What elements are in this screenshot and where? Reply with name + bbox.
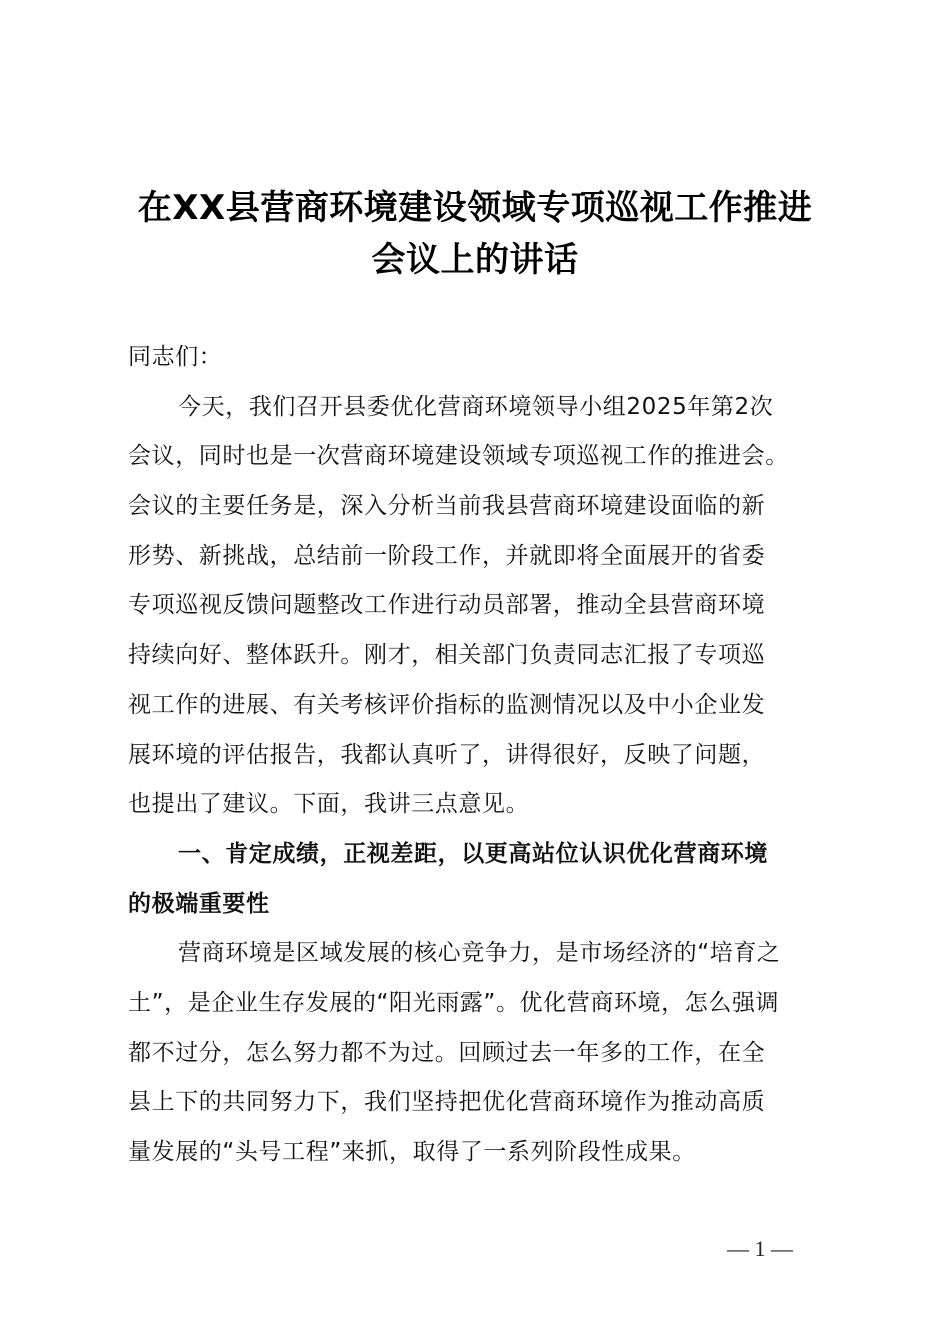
paragraph-line: 土”，是企业生存发展的“阳光雨露”。优化营商环境，怎么强调 [128,989,780,1016]
page-number: — 1 — [727,1236,793,1261]
paragraph-line: 展环境的评估报告，我都认真听了，讲得很好，反映了问题， [128,741,766,768]
section-heading-1 [128,830,840,929]
paragraph-section-1 [128,929,840,1177]
paragraph-line: 形势、新挑战，总结前一阶段工作，并就即将全面展开的省委 [128,542,766,569]
paragraph-line: 持续向好、整体跃升。刚才，相关部门负责同志汇报了专项巡 [128,642,766,669]
salutation: 同志们： [128,344,223,370]
paragraph-line: 量发展的“头号工程”来抓，取得了一系列阶段性成果。 [128,1139,696,1165]
paragraph-line: 今天，我们召开县委优化营商环境领导小组2025年第2次 [178,393,774,420]
paragraph-line: 也提出了建议。下面，我讲三点意见。 [128,791,530,818]
paragraph-line: 都不过分，怎么努力都不为过。回顾过去一年多的工作，在全 [128,1039,766,1066]
document-title [100,182,850,286]
heading-line: 的极端重要性 [128,890,270,917]
document-body [128,333,840,1178]
title-line-1: 在XX县营商环境建设领域专项巡视工作推进 [137,188,813,228]
paragraph-line: 营商环境是区域发展的核心竞争力，是市场经济的“培育之 [178,940,781,967]
paragraph-line: 县上下的共同努力下，我们坚持把优化营商环境作为推动高质 [128,1089,766,1116]
paragraph-line: 会议的主要任务是，深入分析当前我县营商环境建设面临的新 [128,493,766,520]
paragraph-line: 视工作的进展、有关考核评价指标的监测情况以及中小企业发 [128,691,766,718]
heading-line: 一、肯定成绩，正视差距，以更高站位认识优化营商环境 [178,840,768,867]
paragraph-line: 专项巡视反馈问题整改工作进行动员部署，推动全县营商环境 [128,592,766,619]
title-line-2: 会议上的讲话 [371,240,579,280]
paragraph-intro [128,383,840,830]
paragraph-line: 会议，同时也是一次营商环境建设领域专项巡视工作的推进会。 [128,443,789,470]
